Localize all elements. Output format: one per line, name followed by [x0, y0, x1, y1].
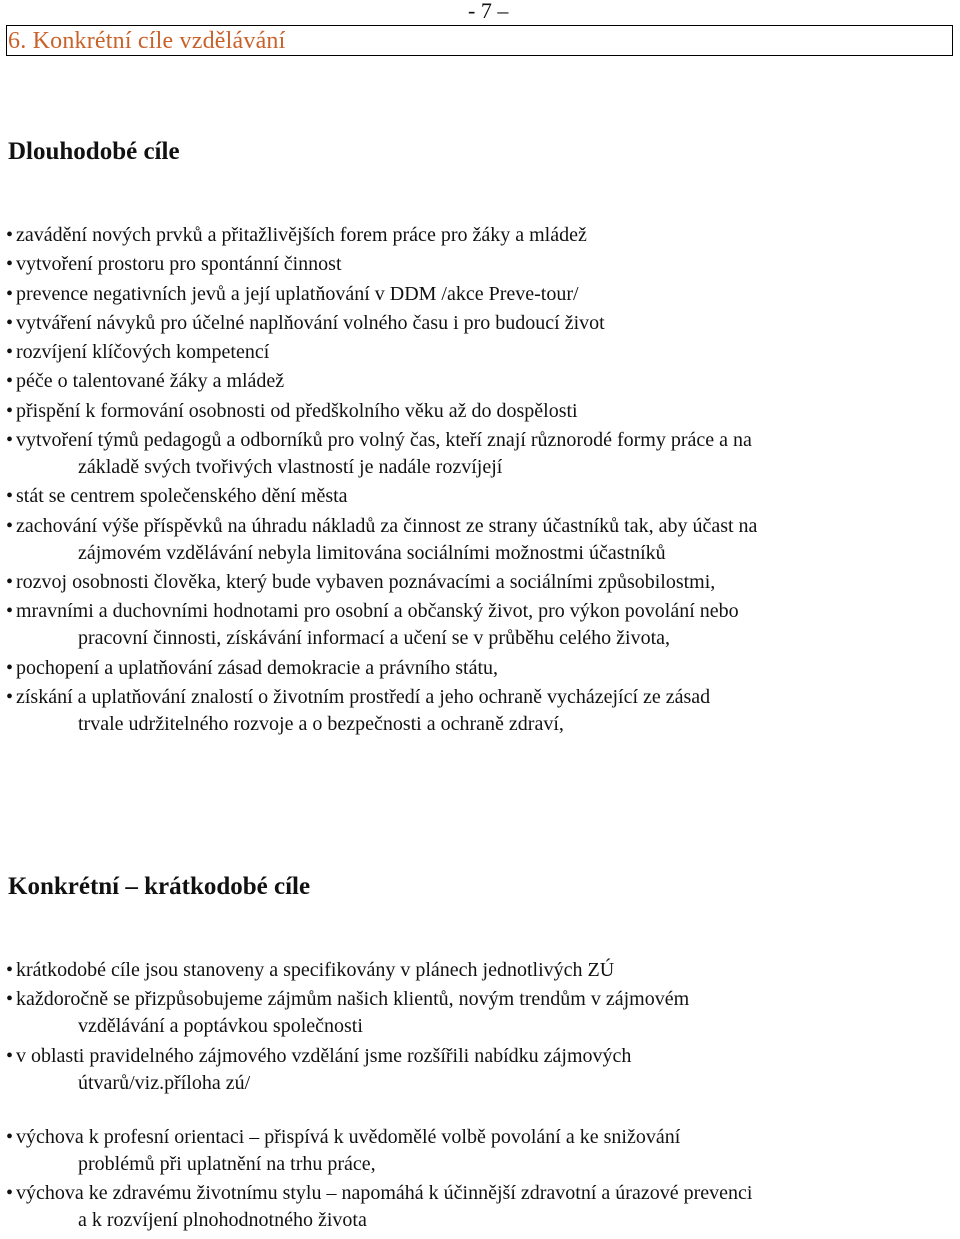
bullet-icon: •: [6, 1181, 14, 1204]
bullet-icon: •: [6, 485, 14, 508]
list-item: • mravními a duchovními hodnotami pro osobní a občanský život, pro výkon povolání nebo pracovní činnosti, získávání informací a učení se v průběhu celého života,: [6, 600, 739, 650]
bullet-icon: •: [6, 1044, 14, 1067]
bullet-icon: •: [6, 570, 14, 593]
list-item: • rozvíjení klíčových kompetencí: [6, 339, 951, 366]
list-item: • péče o talentované žáky a mládež: [6, 368, 951, 395]
bullet-icon: •: [6, 1125, 14, 1148]
list-item: • výchova k profesní orientaci – přispívá k uvědomělé volbě povolání a ke snižování problémů při uplatnění na trhu práce,: [6, 1125, 681, 1175]
short-term-heading: Konkrétní – krátkodobé cíle: [8, 873, 311, 900]
list-item: • vytvoření prostoru pro spontánní činnost: [6, 251, 951, 278]
page-number: - 7 –: [468, 0, 509, 23]
list-item: • zachování výše příspěvků na úhradu nákladů za činnost ze strany účastníků tak, aby účast na zájmovém vzdělávání nebyla limitována sociálními možnostmi účastníků: [6, 514, 758, 564]
bullet-icon: •: [6, 253, 14, 276]
list-item: • přispění k formování osobnosti od předškolního věku až do dospělosti: [6, 398, 951, 425]
list-item: • pochopení a uplatňování zásad demokracie a právního státu,: [6, 655, 951, 682]
list-item: • rozvoj osobnosti člověka, který bude vybaven poznávacími a sociálními způsobilostmi,: [6, 569, 951, 596]
bullet-icon: •: [6, 988, 14, 1011]
long-term-heading: Dlouhodobé cíle: [8, 138, 180, 165]
bullet-icon: •: [6, 399, 14, 422]
bullet-icon: •: [6, 341, 14, 364]
list-item: • prevence negativních jevů a její uplatňování v DDM /akce Preve-tour/: [6, 281, 951, 308]
bullet-icon: •: [6, 370, 14, 393]
list-item: • vytváření návyků pro účelné naplňování volného času i pro budoucí život: [6, 310, 951, 337]
short-term-list: [6, 957, 951, 1236]
bullet-icon: •: [6, 656, 14, 679]
bullet-icon: •: [6, 282, 14, 305]
list-item: • zavádění nových prvků a přitažlivějších forem práce pro žáky a mládež: [6, 222, 951, 249]
bullet-icon: •: [6, 685, 14, 708]
bullet-icon: •: [6, 311, 14, 334]
bullet-icon: •: [6, 514, 14, 537]
list-item: • krátkodobé cíle jsou stanoveny a specifikovány v plánech jednotlivých ZÚ: [6, 957, 951, 984]
list-item: • výchova ke zdravému životnímu stylu – napomáhá k účinnější zdravotní a úrazové prevenci a k rozvíjení plnohodnotného života: [6, 1181, 753, 1231]
list-item: • v oblasti pravidelného zájmového vzdělání jsme rozšířili nabídku zájmových útvarů/viz.příloha zú/: [6, 1044, 632, 1094]
long-term-list: [6, 222, 951, 740]
bullet-icon: •: [6, 959, 14, 981]
bullet-icon: •: [6, 224, 14, 246]
list-item: • každoročně se přizpůsobujeme zájmům našich klientů, novým trendům v zájmovém vzdělávání a poptávkou společnosti: [6, 988, 690, 1038]
section-title: 6. Konkrétní cíle vzdělávání: [8, 28, 286, 54]
bullet-icon: •: [6, 600, 14, 623]
list-item: • stát se centrem společenského dění města: [6, 483, 951, 510]
list-item: • získání a uplatňování znalostí o životním prostředí a jeho ochraně vycházející ze zásad trvale udržitelného rozvoje a o bezpečnosti a ochraně zdraví,: [6, 685, 711, 735]
bullet-icon: •: [6, 429, 14, 452]
list-item: • vytvoření týmů pedagogů a odborníků pro volný čas, kteří znají různorodé formy práce a na základě svých tvořivých vlastností je nadále rozvíjejí: [6, 429, 752, 479]
